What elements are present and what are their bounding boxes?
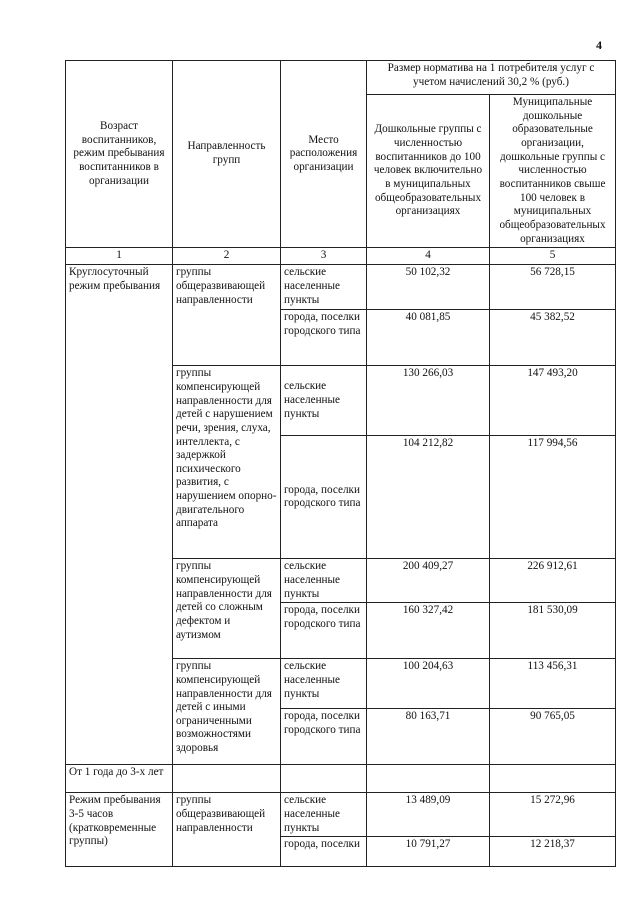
value-col5: 147 493,20: [490, 366, 616, 436]
value-col4: 160 327,42: [367, 603, 490, 659]
value-col4: 13 489,09: [367, 793, 490, 837]
value-col5: 56 728,15: [490, 265, 616, 310]
value-col5: 15 272,96: [490, 793, 616, 837]
header-direction: Направленность групп: [173, 61, 281, 248]
value-col4: 100 204,63: [367, 659, 490, 709]
value-col5: 226 912,61: [490, 559, 616, 603]
empty-cell: [281, 765, 367, 793]
value-col4: 200 409,27: [367, 559, 490, 603]
column-number: 2: [173, 248, 281, 265]
empty-cell: [173, 765, 281, 793]
value-col4: 10 791,27: [367, 837, 490, 867]
direction-general: группы общеразвивающей направленности: [173, 265, 281, 366]
section-age-1-3: От 1 года до 3-х лет: [66, 765, 173, 793]
value-col5: 12 218,37: [490, 837, 616, 867]
location-urban: города, поселки городского типа: [281, 603, 367, 659]
value-col4: 130 266,03: [367, 366, 490, 436]
direction-comp-other: группы компенсирующей направленности для детей с иными ограниченными возможностями здоровья: [173, 659, 281, 765]
header-age: Возраст воспитанников, режим пребывания воспитанников в организации: [66, 61, 173, 248]
location-urban: города, поселки городского типа: [281, 436, 367, 559]
column-number: 3: [281, 248, 367, 265]
location-rural: сельские населенные пункты: [281, 366, 367, 436]
value-col4: 50 102,32: [367, 265, 490, 310]
empty-cell: [490, 765, 616, 793]
value-col5: 45 382,52: [490, 310, 616, 366]
value-col5: 117 994,56: [490, 436, 616, 559]
direction-comp-disorders: группы компенсирующей направленности для детей с нарушением речи, зрения, слуха, интеллекта, с задержкой психического развития, с нарушением опорно-двигательного аппарата: [173, 366, 281, 559]
header-col4: Дошкольные группы с численностью воспитанников до 100 человек включительно в муниципальных общеобразовательных организациях: [367, 95, 490, 248]
location-rural: сельские населенные пункты: [281, 559, 367, 603]
direction-general-short: группы общеразвивающей направленности: [173, 793, 281, 867]
location-urban: города, поселки городского типа: [281, 709, 367, 765]
location-urban: города, поселки городского типа: [281, 310, 367, 366]
location-rural: сельские населенные пункты: [281, 793, 367, 837]
section-round-the-clock: Круглосуточный режим пребывания: [66, 265, 173, 765]
value-col5: 181 530,09: [490, 603, 616, 659]
section-short-stay: Режим пребывания 3-5 часов (кратковременные группы): [66, 793, 173, 867]
header-location: Место расположения организации: [281, 61, 367, 248]
value-col5: 113 456,31: [490, 659, 616, 709]
header-norm-size: Размер норматива на 1 потребителя услуг с учетом начислений 30,2 % (руб.): [367, 61, 616, 95]
page-number: 4: [596, 38, 602, 52]
column-number: 5: [490, 248, 616, 265]
table-row: [66, 793, 616, 837]
location-rural: сельские населенные пункты: [281, 265, 367, 310]
direction-comp-autism: группы компенсирующей направленности для детей со сложным дефектом и аутизмом: [173, 559, 281, 659]
norm-table: [65, 60, 616, 867]
value-col4: 40 081,85: [367, 310, 490, 366]
column-number-row: [66, 248, 616, 265]
column-number: 1: [66, 248, 173, 265]
empty-cell: [367, 765, 490, 793]
location-rural: сельские населенные пункты: [281, 659, 367, 709]
value-col4: 80 163,71: [367, 709, 490, 765]
value-col5: 90 765,05: [490, 709, 616, 765]
value-col4: 104 212,82: [367, 436, 490, 559]
table-row: [66, 765, 616, 793]
header-col5: Муниципальные дошкольные образовательные организации, дошкольные группы с численностью воспитанников свыше 100 человек в муниципальных общеобразовательных организациях: [490, 95, 616, 248]
column-number: 4: [367, 248, 490, 265]
table-row: [66, 265, 616, 310]
location-urban: города, поселки: [281, 837, 367, 867]
